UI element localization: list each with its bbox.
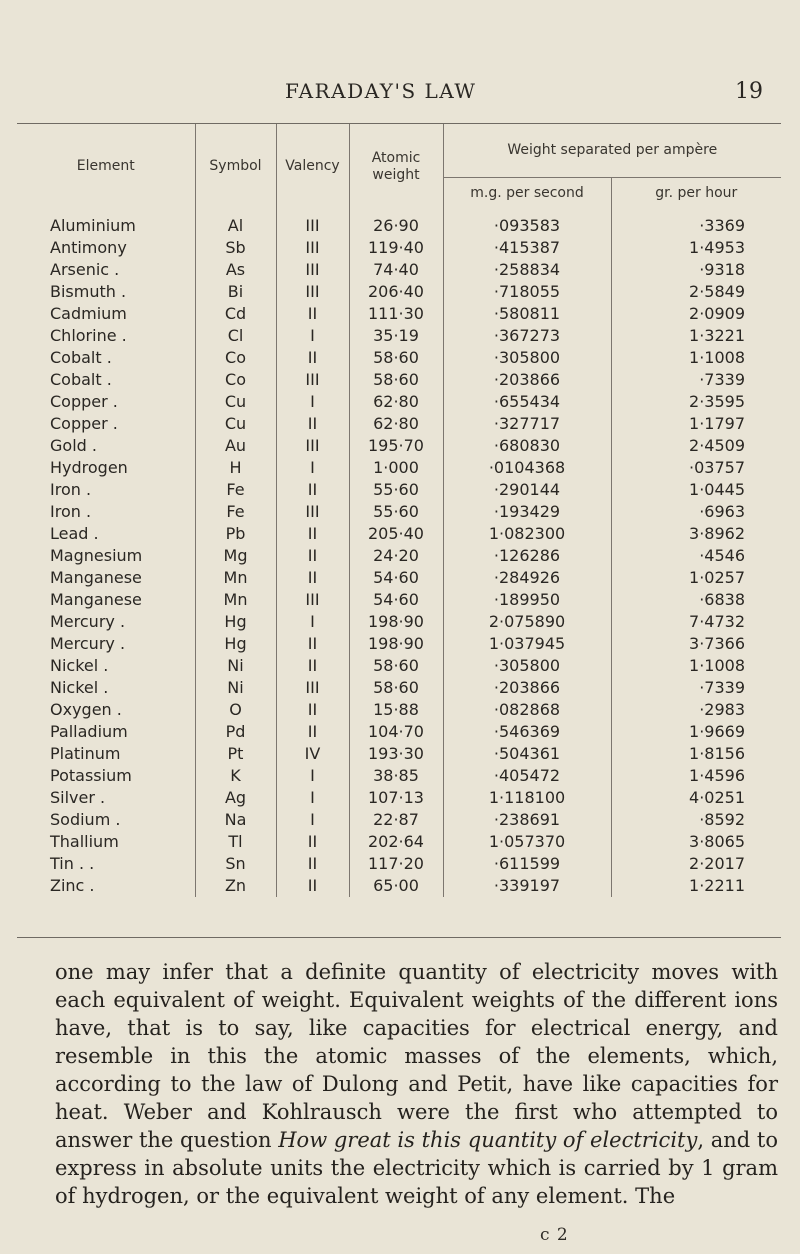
cell-gr-per-hour: 1·8156 [689, 744, 746, 763]
cell-symbol: K [195, 765, 276, 787]
cell-valency: II [276, 523, 349, 545]
cell-element: Silver . [17, 787, 195, 809]
cell-gr-per-hour: 1·4596 [689, 766, 746, 785]
cell-atomic-weight: 54·60 [349, 567, 443, 589]
cell-valency: I [276, 765, 349, 787]
cell-valency: III [276, 677, 349, 699]
cell-gr-per-hour: 3·8962 [689, 524, 746, 543]
cell-gr-per-hour: 1·4953 [689, 238, 746, 257]
cell-valency: I [276, 391, 349, 413]
cell-mg-per-second: ·415387 [443, 237, 611, 259]
cell-symbol: Mn [195, 567, 276, 589]
cell-valency: II [276, 545, 349, 567]
table-row [17, 457, 781, 479]
table-row [17, 501, 781, 523]
cell-gr-per-hour: ·3369 [699, 216, 746, 235]
cell-valency: I [276, 787, 349, 809]
cell-valency: II [276, 347, 349, 369]
cell-gr-per-hour: 2·3595 [689, 392, 746, 411]
cell-mg-per-second: ·203866 [443, 369, 611, 391]
cell-valency: III [276, 369, 349, 391]
cell-gr-per-hour: ·6838 [699, 590, 746, 609]
table-row [17, 567, 781, 589]
table-row [17, 479, 781, 501]
cell-valency: III [276, 589, 349, 611]
cell-atomic-weight: 195·70 [349, 435, 443, 457]
cell-symbol: Hg [195, 633, 276, 655]
cell-gr-per-hour: ·2983 [699, 700, 746, 719]
cell-element: Cobalt . [17, 369, 195, 391]
cell-element: Thallium [17, 831, 195, 853]
cell-atomic-weight: 35·19 [349, 325, 443, 347]
cell-symbol: Zn [195, 875, 276, 897]
cell-gr-per-hour: 4·0251 [689, 788, 746, 807]
cell-atomic-weight: 58·60 [349, 369, 443, 391]
cell-atomic-weight: 74·40 [349, 259, 443, 281]
cell-symbol: As [195, 259, 276, 281]
cell-atomic-weight: 58·60 [349, 655, 443, 677]
cell-element: Aluminium [17, 209, 195, 237]
cell-gr-per-hour: ·6963 [699, 502, 746, 521]
cell-valency: II [276, 479, 349, 501]
header-element: Element [17, 124, 195, 209]
table-row [17, 743, 781, 765]
body-text-emphasis: How great is this quantity of electricity [278, 1128, 698, 1152]
cell-atomic-weight: 117·20 [349, 853, 443, 875]
cell-symbol: Ni [195, 677, 276, 699]
table-row [17, 303, 781, 325]
cell-mg-per-second: ·680830 [443, 435, 611, 457]
cell-symbol: Al [195, 209, 276, 237]
table-row [17, 787, 781, 809]
cell-gr-per-hour: 1·0257 [689, 568, 746, 587]
cell-mg-per-second: ·339197 [443, 875, 611, 897]
cell-gr-per-hour: 7·4732 [689, 612, 746, 631]
cell-symbol: Au [195, 435, 276, 457]
cell-atomic-weight: 107·13 [349, 787, 443, 809]
cell-atomic-weight: 198·90 [349, 633, 443, 655]
cell-atomic-weight: 205·40 [349, 523, 443, 545]
cell-element: Manganese [17, 589, 195, 611]
table-row [17, 325, 781, 347]
cell-element: Potassium [17, 765, 195, 787]
cell-mg-per-second: ·405472 [443, 765, 611, 787]
cell-symbol: Pt [195, 743, 276, 765]
cell-atomic-weight: 55·60 [349, 479, 443, 501]
cell-valency: III [276, 435, 349, 457]
cell-gr-per-hour: 2·5849 [689, 282, 746, 301]
cell-element: Hydrogen [17, 457, 195, 479]
cell-symbol: Bi [195, 281, 276, 303]
cell-atomic-weight: 58·60 [349, 347, 443, 369]
cell-mg-per-second: 1·082300 [443, 523, 611, 545]
cell-mg-per-second: 1·057370 [443, 831, 611, 853]
table-row [17, 875, 781, 897]
cell-mg-per-second: ·203866 [443, 677, 611, 699]
cell-symbol: Ag [195, 787, 276, 809]
cell-valency: II [276, 633, 349, 655]
table-row [17, 347, 781, 369]
cell-atomic-weight: 119·40 [349, 237, 443, 259]
cell-valency: II [276, 303, 349, 325]
cell-valency: III [276, 281, 349, 303]
cell-gr-per-hour: 1·3221 [689, 326, 746, 345]
cell-mg-per-second: ·504361 [443, 743, 611, 765]
cell-mg-per-second: ·367273 [443, 325, 611, 347]
table-row [17, 831, 781, 853]
cell-mg-per-second: 1·037945 [443, 633, 611, 655]
cell-mg-per-second: ·189950 [443, 589, 611, 611]
cell-symbol: Mn [195, 589, 276, 611]
cell-element: Mercury . [17, 633, 195, 655]
cell-symbol: Fe [195, 501, 276, 523]
table-row [17, 633, 781, 655]
cell-gr-per-hour: ·7339 [699, 678, 746, 697]
cell-atomic-weight: 62·80 [349, 413, 443, 435]
cell-element: Cobalt . [17, 347, 195, 369]
cell-atomic-weight: 65·00 [349, 875, 443, 897]
cell-valency: II [276, 567, 349, 589]
cell-symbol: Tl [195, 831, 276, 853]
cell-mg-per-second: 1·118100 [443, 787, 611, 809]
cell-element: Chlorine . [17, 325, 195, 347]
cell-valency: IV [276, 743, 349, 765]
cell-symbol: Pb [195, 523, 276, 545]
cell-element: Sodium . [17, 809, 195, 831]
cell-element: Nickel . [17, 655, 195, 677]
cell-mg-per-second: ·290144 [443, 479, 611, 501]
table-row [17, 611, 781, 633]
cell-mg-per-second: ·580811 [443, 303, 611, 325]
cell-gr-per-hour: ·03757 [689, 458, 746, 477]
cell-mg-per-second: ·082868 [443, 699, 611, 721]
cell-element: Antimony [17, 237, 195, 259]
body-paragraph [55, 958, 778, 1210]
cell-valency: II [276, 831, 349, 853]
cell-atomic-weight: 202·64 [349, 831, 443, 853]
table-row [17, 369, 781, 391]
header-gr-per-hour: gr. per hour [611, 178, 781, 210]
cell-atomic-weight: 54·60 [349, 589, 443, 611]
cell-element: Tin . . [17, 853, 195, 875]
cell-element: Cadmium [17, 303, 195, 325]
table-row [17, 259, 781, 281]
cell-atomic-weight: 55·60 [349, 501, 443, 523]
cell-valency: II [276, 413, 349, 435]
table-row [17, 391, 781, 413]
cell-symbol: Hg [195, 611, 276, 633]
cell-symbol: Fe [195, 479, 276, 501]
table-row [17, 209, 781, 237]
cell-symbol: Cu [195, 413, 276, 435]
cell-valency: III [276, 209, 349, 237]
cell-atomic-weight: 193·30 [349, 743, 443, 765]
body-text-part2: , and to express in absolute units the electricity which is carried by 1 gram of hydrogen, or the equivalent weight of any element. The [55, 1128, 778, 1208]
header-symbol: Symbol [195, 124, 276, 209]
cell-symbol: Cu [195, 391, 276, 413]
cell-element: Mercury . [17, 611, 195, 633]
cell-mg-per-second: ·126286 [443, 545, 611, 567]
cell-atomic-weight: 24·20 [349, 545, 443, 567]
cell-mg-per-second: ·611599 [443, 853, 611, 875]
cell-mg-per-second: ·327717 [443, 413, 611, 435]
cell-mg-per-second: ·305800 [443, 347, 611, 369]
cell-atomic-weight: 1·000 [349, 457, 443, 479]
header-mg-per-second: m.g. per second [443, 178, 611, 210]
cell-atomic-weight: 38·85 [349, 765, 443, 787]
cell-gr-per-hour: ·4546 [699, 546, 746, 565]
page-number: 19 [735, 79, 763, 104]
cell-mg-per-second: ·655434 [443, 391, 611, 413]
cell-mg-per-second: ·546369 [443, 721, 611, 743]
cell-atomic-weight: 198·90 [349, 611, 443, 633]
table-row [17, 853, 781, 875]
cell-symbol: Sb [195, 237, 276, 259]
running-title: FARADAY'S LAW [285, 79, 477, 103]
cell-symbol: Pd [195, 721, 276, 743]
cell-valency: III [276, 259, 349, 281]
table-row [17, 589, 781, 611]
cell-element: Manganese [17, 567, 195, 589]
cell-element: Copper . [17, 413, 195, 435]
cell-element: Palladium [17, 721, 195, 743]
cell-gr-per-hour: 2·4509 [689, 436, 746, 455]
table-row [17, 545, 781, 567]
cell-valency: II [276, 655, 349, 677]
table-body [17, 209, 781, 897]
cell-mg-per-second: ·0104368 [443, 457, 611, 479]
cell-atomic-weight: 26·90 [349, 209, 443, 237]
cell-element: Gold . [17, 435, 195, 457]
cell-symbol: Na [195, 809, 276, 831]
cell-valency: III [276, 237, 349, 259]
cell-mg-per-second: ·193429 [443, 501, 611, 523]
cell-gr-per-hour: 2·2017 [689, 854, 746, 873]
cell-valency: II [276, 699, 349, 721]
cell-atomic-weight: 104·70 [349, 721, 443, 743]
running-head [0, 79, 800, 109]
table-row [17, 237, 781, 259]
table-row [17, 765, 781, 787]
cell-valency: I [276, 611, 349, 633]
cell-symbol: Mg [195, 545, 276, 567]
cell-element: Nickel . [17, 677, 195, 699]
cell-element: Lead . [17, 523, 195, 545]
table-row [17, 677, 781, 699]
cell-atomic-weight: 206·40 [349, 281, 443, 303]
table-row [17, 523, 781, 545]
table-header [17, 124, 781, 209]
cell-gr-per-hour: 1·0445 [689, 480, 746, 499]
cell-mg-per-second: ·238691 [443, 809, 611, 831]
header-atomic-weight: Atomic weight [349, 124, 443, 209]
table-row [17, 655, 781, 677]
cell-element: Iron . [17, 501, 195, 523]
table-row [17, 281, 781, 303]
signature-mark: c 2 [540, 1225, 569, 1245]
cell-gr-per-hour: 3·8065 [689, 832, 746, 851]
cell-symbol: O [195, 699, 276, 721]
cell-mg-per-second: ·305800 [443, 655, 611, 677]
cell-gr-per-hour: ·9318 [699, 260, 746, 279]
cell-element: Magnesium [17, 545, 195, 567]
cell-element: Iron . [17, 479, 195, 501]
cell-gr-per-hour: ·8592 [699, 810, 746, 829]
cell-atomic-weight: 111·30 [349, 303, 443, 325]
cell-gr-per-hour: 1·1008 [689, 656, 746, 675]
cell-gr-per-hour: ·7339 [699, 370, 746, 389]
cell-mg-per-second: ·258834 [443, 259, 611, 281]
body-text-part1: one may infer that a definite quantity of electricity moves with each equivalent of weight. Equivalent weights of the different ions have, that is to say, like capacities for electrical energy, and resemble in this the atomic masses of the elements, which, according to the law of Dulong and Petit, have like capacities for heat. Weber and Kohlrausch were the first who attempted to answer the question [55, 960, 778, 1152]
cell-gr-per-hour: 1·1008 [689, 348, 746, 367]
cell-valency: II [276, 875, 349, 897]
cell-valency: II [276, 853, 349, 875]
cell-mg-per-second: ·093583 [443, 209, 611, 237]
table-row [17, 413, 781, 435]
cell-element: Arsenic . [17, 259, 195, 281]
header-valency: Valency [276, 124, 349, 209]
cell-element: Oxygen . [17, 699, 195, 721]
cell-atomic-weight: 58·60 [349, 677, 443, 699]
cell-gr-per-hour: 1·2211 [689, 876, 746, 895]
cell-symbol: Sn [195, 853, 276, 875]
cell-atomic-weight: 62·80 [349, 391, 443, 413]
cell-element: Platinum [17, 743, 195, 765]
header-weight-separated: Weight separated per ampère [507, 142, 718, 158]
cell-element: Bismuth . [17, 281, 195, 303]
cell-mg-per-second: ·718055 [443, 281, 611, 303]
cell-symbol: Co [195, 347, 276, 369]
cell-mg-per-second: 2·075890 [443, 611, 611, 633]
cell-valency: II [276, 721, 349, 743]
cell-valency: I [276, 325, 349, 347]
cell-element: Copper . [17, 391, 195, 413]
cell-gr-per-hour: 3·7366 [689, 634, 746, 653]
table-row [17, 809, 781, 831]
cell-mg-per-second: ·284926 [443, 567, 611, 589]
cell-gr-per-hour: 1·1797 [689, 414, 746, 433]
table-row [17, 721, 781, 743]
cell-gr-per-hour: 2·0909 [689, 304, 746, 323]
table-row [17, 435, 781, 457]
cell-symbol: Cl [195, 325, 276, 347]
cell-element: Zinc . [17, 875, 195, 897]
cell-valency: III [276, 501, 349, 523]
cell-gr-per-hour: 1·9669 [689, 722, 746, 741]
cell-valency: I [276, 457, 349, 479]
cell-atomic-weight: 22·87 [349, 809, 443, 831]
cell-symbol: Co [195, 369, 276, 391]
cell-symbol: Cd [195, 303, 276, 325]
faraday-table [17, 123, 781, 938]
cell-valency: I [276, 809, 349, 831]
cell-symbol: Ni [195, 655, 276, 677]
cell-atomic-weight: 15·88 [349, 699, 443, 721]
table-row [17, 699, 781, 721]
cell-symbol: H [195, 457, 276, 479]
